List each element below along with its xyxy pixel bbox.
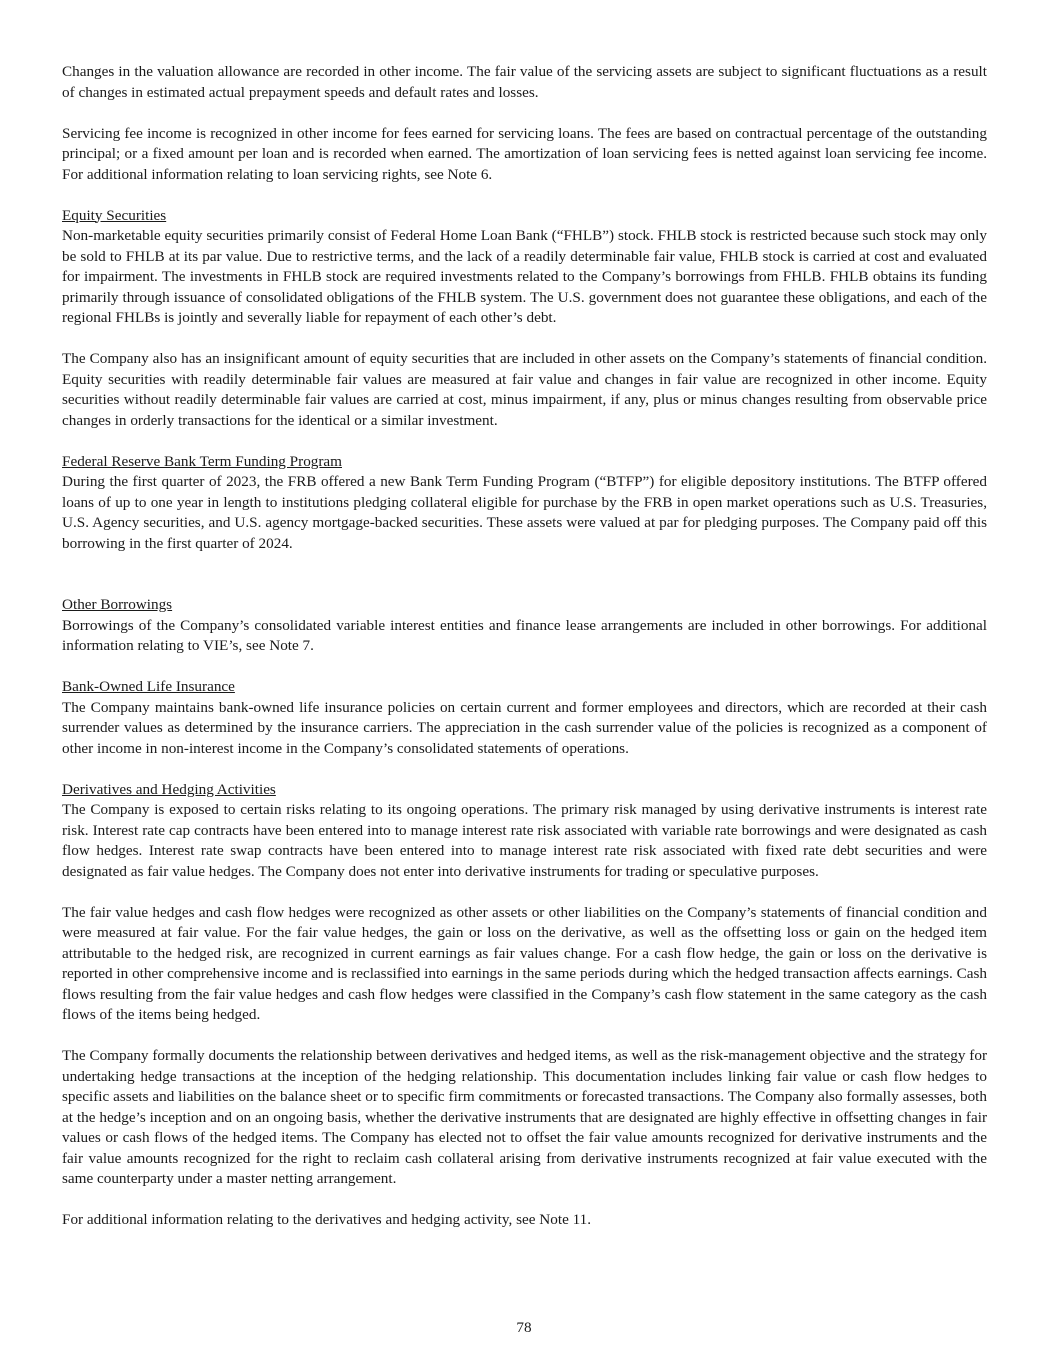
paragraph-other-borrowings: Borrowings of the Company’s consolidated variable interest entities and finance lease arrangements are included in other borrowings. For additional information relating to VIE’s, see Note 7. — [62, 616, 987, 654]
section-boli — [62, 677, 987, 759]
paragraph-servicing-fee-income: Servicing fee income is recognized in other income for fees earned for servicing loans. The fees are based on contractual percentage of the outstanding principal; or a fixed amount per loan and is recorded when earned. The amortization of loan servicing fees is netted against loan servicing fee income. For additional information relating to loan servicing rights, see Note 6. — [62, 124, 987, 183]
section-btfp — [62, 452, 987, 555]
heading-equity-securities: Equity Securities — [62, 206, 167, 224]
paragraph-derivatives-documentation: The Company formally documents the relationship between derivatives and hedged items, as well as the risk-management objective and the strategy for undertaking hedge transactions at the inception of the hedging relationship. This documentation includes linking fair value or cash flow hedges to specific assets and liabilities on the balance sheet or to specific firm commitments or forecasted transactions. The Company also formally assesses, both at the hedge’s inception and on an ongoing basis, whether the derivative instruments that are designated are highly effective in offsetting changes in fair values or cash flows of the hedged items. The Company has elected not to offset the fair value amounts recognized for derivative instruments and the fair value amounts recognized for the right to reclaim cash collateral arising from derivative instruments recognized at fair value executed with the same counterparty under a master netting arrangement. — [62, 1047, 987, 1187]
paragraph-equity-fhlb: Non-marketable equity securities primarily consist of Federal Home Loan Bank (“FHLB”) stock. FHLB stock is restricted because such stock may only be sold to FHLB at its par value. Due to restrictive terms, and the lack of a readily determinable fair value, FHLB stock is carried at cost and evaluated for impairment. The investments in FHLB stock are required investments related to the Company’s borrowings from FHLB. FHLB obtains its funding primarily through issuance of consolidated obligations of the FHLB system. The U.S. government does not guarantee these obligations, and each of the regional FHLBs is jointly and severally liable for repayment of each other’s debt. — [62, 227, 987, 326]
page-number: 78 — [516, 1319, 532, 1336]
section-other-borrowings — [62, 595, 987, 657]
paragraph-equity-other: The Company also has an insignificant amount of equity securities that are included in other assets on the Company’s statements of financial condition. Equity securities with readily determinable fair values are measured at fair value and changes in fair value are recognized in other income. Equity securities without readily determinable fair values are carried at cost, minus impairment, if any, plus or minus changes resulting from observable price changes in orderly transactions for the identical or a similar investment. — [62, 350, 987, 429]
heading-boli: Bank-Owned Life Insurance — [62, 678, 235, 695]
paragraph-derivatives-hedges: The fair value hedges and cash flow hedges were recognized as other assets or other liabilities on the Company’s statements of financial condition and were measured at fair value. For the fair value hedges, the gain or loss on the derivative, as well as the offsetting loss or gain on the hedged item attributable to the hedged risk, are recognized in current earnings as fair values change. For a cash flow hedge, the gain or loss on the derivative is reported in other comprehensive income and is reclassified into earnings in the same periods during which the hedged transaction affects earnings. Cash flows resulting from the fair value hedges and cash flow hedges were classified in the Company’s cash flow statement in the same category as the cash flows of the items being hedged. — [62, 903, 987, 1023]
paragraph-derivatives-risk: The Company is exposed to certain risks relating to its ongoing operations. The primary risk managed by using derivative instruments is interest rate risk. Interest rate cap contracts have been entered into to manage interest rate risk associated with variable rate borrowings and were designated as cash flow hedges. Interest rate swap contracts have been entered into to manage interest rate risk associated with fixed rate debt securities and were designated as fair value hedges. The Company does not enter into derivative instruments for trading or speculative purposes. — [62, 801, 987, 880]
section-equity-securities — [62, 206, 987, 432]
section-derivatives — [62, 780, 987, 1231]
document-page — [62, 62, 987, 1251]
paragraph-boli: The Company maintains bank-owned life insurance policies on certain current and former employees and directors, which are recorded at their cash surrender values as determined by the insurance carriers. The appreciation in the cash surrender value of the policies is recognized as a component of other income in non-interest income in the Company’s consolidated statements of operations. — [62, 698, 987, 757]
heading-derivatives: Derivatives and Hedging Activities — [62, 780, 276, 798]
paragraph-derivatives-reference: For additional information relating to the derivatives and hedging activity, see Note 11. — [62, 1211, 592, 1228]
paragraph-valuation-allowance: Changes in the valuation allowance are recorded in other income. The fair value of the servicing assets are subject to significant fluctuations as a result of changes in estimated actual prepayment speeds and default rates and losses. — [62, 63, 987, 101]
heading-btfp: Federal Reserve Bank Term Funding Program — [62, 452, 342, 470]
heading-other-borrowings: Other Borrowings — [62, 596, 173, 613]
paragraph-btfp: During the first quarter of 2023, the FRB offered a new Bank Term Funding Program (“BTFP”) for eligible depository institutions. The BTFP offered loans of up to one year in length to institutions pledging collateral eligible for purchase by the FRB in open market operations such as U.S. Treasuries, U.S. Agency securities, and U.S. agency mortgage-backed securities. These assets were valued at par for pledging purposes. The Company paid off this borrowing in the first quarter of 2024. — [62, 473, 987, 552]
